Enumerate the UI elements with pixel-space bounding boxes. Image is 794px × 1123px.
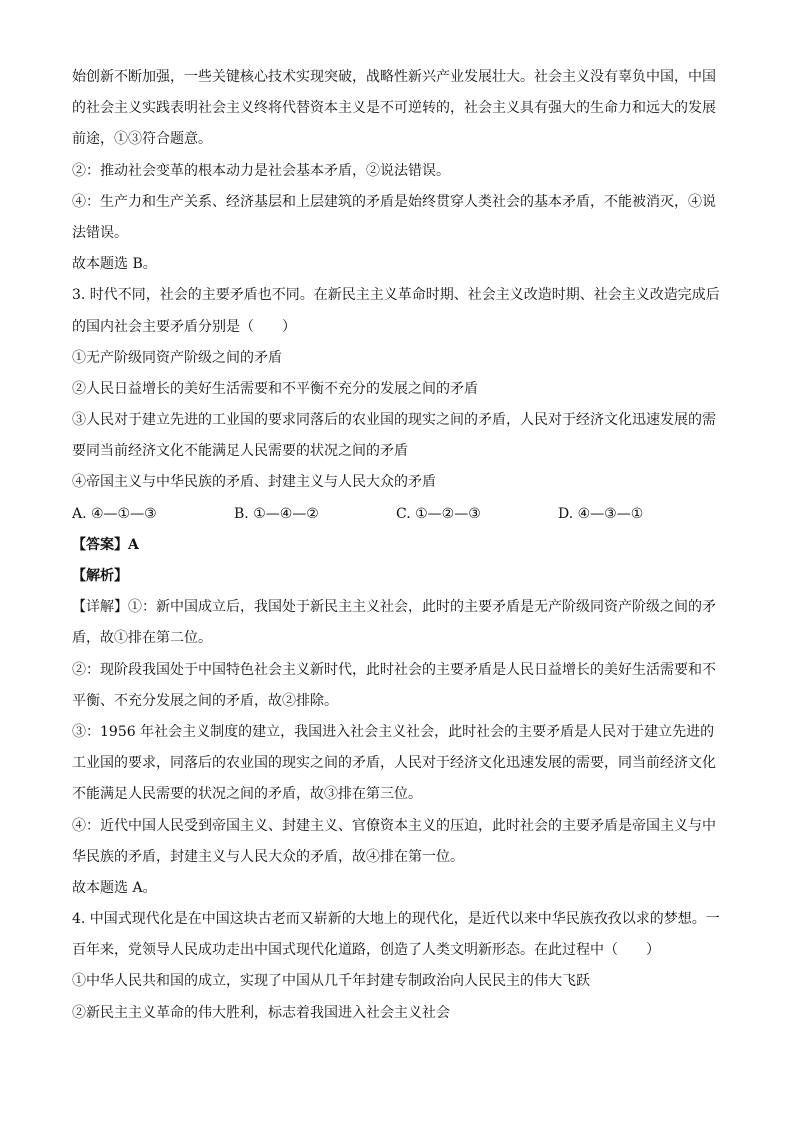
text-line: 的社会主义实践表明社会主义终将代替资本主义是不可逆转的，社会主义具有强大的生命力和远大的发展 (72, 100, 716, 117)
text-line: 故本题选 A。 (72, 879, 157, 896)
question-3-stem: 3. 时代不同，社会的主要矛盾也不同。在新民主主义革命时期、社会主义改造时期、社会主义改造完成后 (72, 287, 720, 304)
analysis-label: 【解析】 (72, 568, 128, 584)
text-line: ②：现阶段我国处于中国特色社会主义新时代，此时社会的主要矛盾是人民日益增长的美好生活需要和不 (72, 661, 716, 678)
document-body (72, 62, 722, 1029)
text-line: 始创新不断加强，一些关键核心技术实现突破，战略性新兴产业发展壮大。社会主义没有辜负中国，中国 (72, 69, 716, 85)
text-line: 【详解】①：新中国成立后，我国处于新民主主义社会，此时的主要矛盾是无产阶级同资产阶级之间的矛 (72, 599, 716, 616)
statement-item: 要同当前经济文化不能满足人民需要的状况之间的矛盾 (72, 443, 408, 460)
text-line: 不能满足人民需要的状况之间的矛盾，故③排在第三位。 (72, 786, 422, 803)
text-line: ④：生产力和生产关系、经济基层和上层建筑的矛盾是始终贯穿人类社会的基本矛盾，不能被消灭，④说 (72, 193, 716, 210)
text-line: ③：1956 年社会主义制度的建立，我国进入社会主义社会，此时社会的主要矛盾是人民对于建立先进的 (72, 723, 715, 740)
answer-options (72, 499, 722, 530)
question-3-stem: 的国内社会主要矛盾分别是（ ） (72, 318, 296, 335)
option-a: A. ④—①—③ (72, 505, 157, 522)
answer-label: 【答案】A (72, 536, 139, 553)
statement-item: ①中华人民共和国的成立，实现了中国从几千年封建专制政治向人民民主的伟大飞跃 (72, 973, 590, 990)
text-line: ②：推动社会变革的根本动力是社会基本矛盾，②说法错误。 (72, 162, 450, 179)
text-line: 盾，故①排在第二位。 (72, 630, 212, 647)
statement-item: ②人民日益增长的美好生活需要和不平衡不充分的发展之间的矛盾 (72, 380, 478, 397)
question-4-stem: 4. 中国式现代化是在中国这块古老而又崭新的大地上的现代化，是近代以来中华民族孜孜以求的梦想。一 (72, 911, 720, 928)
statement-item: ④帝国主义与中华民族的矛盾、封建主义与人民大众的矛盾 (72, 474, 436, 491)
text-line: 故本题选 B。 (72, 256, 157, 273)
statement-item: ③人民对于建立先进的工业国的要求同落后的农业国的现实之间的矛盾，人民对于经济文化迅速发展的需 (72, 412, 716, 429)
option-b: B. ①—④—② (234, 505, 319, 522)
text-line: 前途，①③符合题意。 (72, 131, 212, 148)
option-d: D. ④—③—① (558, 505, 644, 522)
text-line: 华民族的矛盾，封建主义与人民大众的矛盾，故④排在第一位。 (72, 848, 464, 865)
text-line: 工业国的要求，同落后的农业国的现实之间的矛盾，人民对于经济文化迅速发展的需要，同当前经济文化 (72, 755, 716, 772)
question-4-stem: 百年来，党领导人民成功走出中国式现代化道路，创造了人类文明新形态。在此过程中（ ） (72, 942, 660, 959)
text-line: ④：近代中国人民受到帝国主义、封建主义、官僚资本主义的压迫，此时社会的主要矛盾是帝国主义与中 (72, 817, 716, 834)
text-line: 法错误。 (72, 224, 128, 241)
text-line: 平衡、不充分发展之间的矛盾，故②排除。 (72, 692, 338, 709)
option-c: C. ①—②—③ (396, 505, 481, 522)
statement-item: ②新民主主义革命的伟大胜利，标志着我国进入社会主义社会 (72, 1004, 450, 1021)
statement-item: ①无产阶级同资产阶级之间的矛盾 (72, 349, 282, 366)
